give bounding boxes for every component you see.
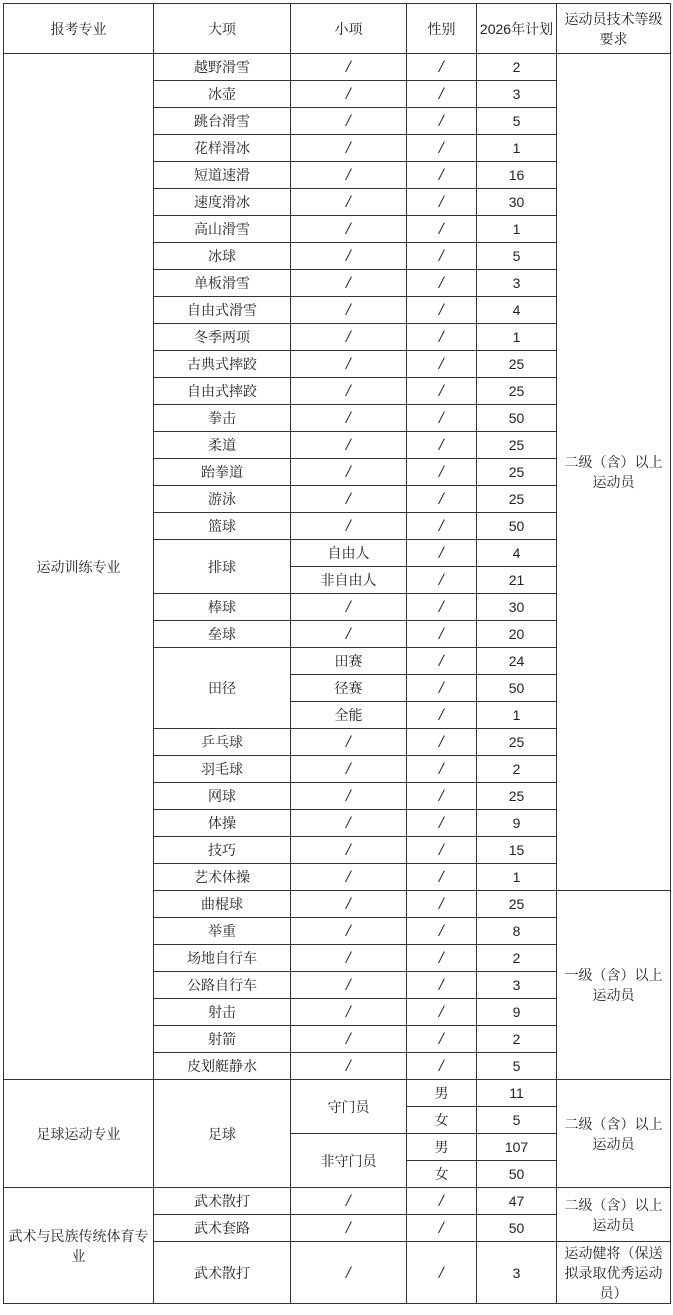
plan-cell: 50: [477, 1161, 557, 1188]
requirement-cell: 二级（含）以上运动员: [557, 1080, 671, 1188]
plan-cell: 9: [477, 810, 557, 837]
plan-cell: 24: [477, 648, 557, 675]
plan-cell: 11: [477, 1080, 557, 1107]
event-cell: 武术散打: [154, 1188, 291, 1215]
requirement-cell: 二级（含）以上运动员: [557, 1188, 671, 1242]
gender-cell: /: [407, 1053, 477, 1080]
plan-cell: 1: [477, 135, 557, 162]
gender-cell: /: [407, 162, 477, 189]
gender-cell: /: [407, 54, 477, 81]
gender-cell: /: [407, 108, 477, 135]
major-cell: 武术与民族传统体育专业: [4, 1188, 154, 1304]
header-major: 报考专业: [4, 4, 154, 54]
plan-cell: 1: [477, 216, 557, 243]
plan-cell: 3: [477, 81, 557, 108]
gender-cell: /: [407, 999, 477, 1026]
sub-event-cell: /: [291, 216, 407, 243]
gender-cell: /: [407, 1026, 477, 1053]
plan-cell: 1: [477, 864, 557, 891]
major-cell: 运动训练专业: [4, 54, 154, 1080]
plan-cell: 50: [477, 513, 557, 540]
sub-event-cell: /: [291, 837, 407, 864]
sub-event-cell: /: [291, 810, 407, 837]
sub-event-cell: /: [291, 270, 407, 297]
gender-cell: 男: [407, 1080, 477, 1107]
plan-cell: 2: [477, 54, 557, 81]
gender-cell: /: [407, 918, 477, 945]
event-cell: 游泳: [154, 486, 291, 513]
plan-cell: 25: [477, 432, 557, 459]
gender-cell: /: [407, 135, 477, 162]
sub-event-cell: 径赛: [291, 675, 407, 702]
plan-cell: 5: [477, 1107, 557, 1134]
gender-cell: /: [407, 864, 477, 891]
event-cell: 公路自行车: [154, 972, 291, 999]
sub-event-cell: /: [291, 864, 407, 891]
header-plan: 2026年计划: [477, 4, 557, 54]
event-cell: 单板滑雪: [154, 270, 291, 297]
gender-cell: /: [407, 378, 477, 405]
plan-cell: 21: [477, 567, 557, 594]
event-cell: 体操: [154, 810, 291, 837]
plan-cell: 25: [477, 378, 557, 405]
sub-event-cell: 田赛: [291, 648, 407, 675]
table-row: [4, 1188, 671, 1215]
gender-cell: /: [407, 432, 477, 459]
sub-event-cell: /: [291, 405, 407, 432]
sub-event-cell: /: [291, 756, 407, 783]
plan-cell: 2: [477, 945, 557, 972]
plan-cell: 4: [477, 297, 557, 324]
gender-cell: /: [407, 486, 477, 513]
event-cell: 越野滑雪: [154, 54, 291, 81]
plan-cell: 107: [477, 1134, 557, 1161]
sub-event-cell: /: [291, 108, 407, 135]
event-cell: 武术散打: [154, 1242, 291, 1304]
sub-event-cell: /: [291, 297, 407, 324]
sub-event-cell: /: [291, 54, 407, 81]
gender-cell: /: [407, 270, 477, 297]
sub-event-cell: /: [291, 432, 407, 459]
event-cell: 垒球: [154, 621, 291, 648]
gender-cell: /: [407, 189, 477, 216]
plan-cell: 5: [477, 243, 557, 270]
plan-cell: 25: [477, 729, 557, 756]
gender-cell: /: [407, 621, 477, 648]
event-cell: 足球: [154, 1080, 291, 1188]
plan-cell: 50: [477, 675, 557, 702]
gender-cell: /: [407, 702, 477, 729]
sub-event-cell: /: [291, 81, 407, 108]
event-cell: 田径: [154, 648, 291, 729]
gender-cell: /: [407, 567, 477, 594]
gender-cell: /: [407, 297, 477, 324]
event-cell: 跆拳道: [154, 459, 291, 486]
sub-event-cell: /: [291, 459, 407, 486]
plan-cell: 16: [477, 162, 557, 189]
sub-event-cell: /: [291, 378, 407, 405]
plan-cell: 9: [477, 999, 557, 1026]
sub-event-cell: /: [291, 945, 407, 972]
gender-cell: /: [407, 243, 477, 270]
sub-event-cell: /: [291, 1242, 407, 1304]
sub-event-cell: 非自由人: [291, 567, 407, 594]
gender-cell: 男: [407, 1134, 477, 1161]
event-cell: 羽毛球: [154, 756, 291, 783]
header-event: 大项: [154, 4, 291, 54]
event-cell: 自由式摔跤: [154, 378, 291, 405]
sub-event-cell: /: [291, 972, 407, 999]
gender-cell: /: [407, 783, 477, 810]
major-cell: 足球运动专业: [4, 1080, 154, 1188]
sub-event-cell: /: [291, 135, 407, 162]
plan-cell: 2: [477, 1026, 557, 1053]
gender-cell: /: [407, 648, 477, 675]
sub-event-cell: 守门员: [291, 1080, 407, 1134]
sub-event-cell: /: [291, 999, 407, 1026]
header-sub-event: 小项: [291, 4, 407, 54]
plan-cell: 25: [477, 459, 557, 486]
sub-event-cell: /: [291, 1026, 407, 1053]
event-cell: 柔道: [154, 432, 291, 459]
event-cell: 场地自行车: [154, 945, 291, 972]
event-cell: 网球: [154, 783, 291, 810]
plan-cell: 3: [477, 972, 557, 999]
event-cell: 乒乓球: [154, 729, 291, 756]
requirement-cell: 运动健将（保送拟录取优秀运动员）: [557, 1242, 671, 1304]
sub-event-cell: /: [291, 594, 407, 621]
gender-cell: /: [407, 810, 477, 837]
sub-event-cell: /: [291, 351, 407, 378]
header-gender: 性别: [407, 4, 477, 54]
plan-cell: 8: [477, 918, 557, 945]
event-cell: 排球: [154, 540, 291, 594]
event-cell: 高山滑雪: [154, 216, 291, 243]
plan-cell: 50: [477, 405, 557, 432]
gender-cell: 女: [407, 1161, 477, 1188]
gender-cell: /: [407, 972, 477, 999]
requirement-cell: 二级（含）以上运动员: [557, 54, 671, 891]
plan-cell: 25: [477, 351, 557, 378]
gender-cell: /: [407, 324, 477, 351]
event-cell: 武术套路: [154, 1215, 291, 1242]
event-cell: 射箭: [154, 1026, 291, 1053]
sub-event-cell: /: [291, 621, 407, 648]
gender-cell: /: [407, 1215, 477, 1242]
admission-plan-table: [3, 3, 671, 1304]
table-row: [4, 1080, 671, 1107]
plan-cell: 25: [477, 891, 557, 918]
header-requirement: 运动员技术等级要求: [557, 4, 671, 54]
plan-cell: 50: [477, 1215, 557, 1242]
sub-event-cell: /: [291, 783, 407, 810]
sub-event-cell: /: [291, 729, 407, 756]
plan-cell: 3: [477, 270, 557, 297]
plan-cell: 15: [477, 837, 557, 864]
plan-cell: 47: [477, 1188, 557, 1215]
event-cell: 射击: [154, 999, 291, 1026]
gender-cell: /: [407, 81, 477, 108]
event-cell: 冰球: [154, 243, 291, 270]
gender-cell: /: [407, 513, 477, 540]
plan-cell: 20: [477, 621, 557, 648]
gender-cell: /: [407, 1188, 477, 1215]
table-row: [4, 54, 671, 81]
requirement-cell: 一级（含）以上运动员: [557, 891, 671, 1080]
sub-event-cell: 非守门员: [291, 1134, 407, 1188]
event-cell: 技巧: [154, 837, 291, 864]
sub-event-cell: /: [291, 1188, 407, 1215]
plan-cell: 2: [477, 756, 557, 783]
event-cell: 花样滑冰: [154, 135, 291, 162]
gender-cell: /: [407, 675, 477, 702]
plan-cell: 5: [477, 108, 557, 135]
plan-cell: 1: [477, 702, 557, 729]
gender-cell: /: [407, 1242, 477, 1304]
event-cell: 冰壶: [154, 81, 291, 108]
plan-cell: 4: [477, 540, 557, 567]
sub-event-cell: /: [291, 918, 407, 945]
event-cell: 皮划艇静水: [154, 1053, 291, 1080]
gender-cell: /: [407, 459, 477, 486]
event-cell: 艺术体操: [154, 864, 291, 891]
gender-cell: /: [407, 756, 477, 783]
sub-event-cell: /: [291, 243, 407, 270]
plan-cell: 30: [477, 594, 557, 621]
event-cell: 篮球: [154, 513, 291, 540]
sub-event-cell: /: [291, 162, 407, 189]
gender-cell: 女: [407, 1107, 477, 1134]
event-cell: 速度滑冰: [154, 189, 291, 216]
event-cell: 棒球: [154, 594, 291, 621]
event-cell: 跳台滑雪: [154, 108, 291, 135]
sub-event-cell: /: [291, 324, 407, 351]
sub-event-cell: /: [291, 891, 407, 918]
plan-cell: 3: [477, 1242, 557, 1304]
event-cell: 自由式滑雪: [154, 297, 291, 324]
gender-cell: /: [407, 216, 477, 243]
plan-cell: 30: [477, 189, 557, 216]
plan-cell: 25: [477, 783, 557, 810]
sub-event-cell: 自由人: [291, 540, 407, 567]
sub-event-cell: /: [291, 1053, 407, 1080]
gender-cell: /: [407, 945, 477, 972]
sub-event-cell: /: [291, 189, 407, 216]
gender-cell: /: [407, 891, 477, 918]
sub-event-cell: 全能: [291, 702, 407, 729]
event-cell: 举重: [154, 918, 291, 945]
event-cell: 曲棍球: [154, 891, 291, 918]
sub-event-cell: /: [291, 513, 407, 540]
gender-cell: /: [407, 405, 477, 432]
plan-cell: 1: [477, 324, 557, 351]
sub-event-cell: /: [291, 1215, 407, 1242]
gender-cell: /: [407, 594, 477, 621]
plan-cell: 5: [477, 1053, 557, 1080]
gender-cell: /: [407, 351, 477, 378]
event-cell: 短道速滑: [154, 162, 291, 189]
gender-cell: /: [407, 837, 477, 864]
header-row: [4, 4, 671, 54]
event-cell: 拳击: [154, 405, 291, 432]
event-cell: 冬季两项: [154, 324, 291, 351]
gender-cell: /: [407, 540, 477, 567]
event-cell: 古典式摔跤: [154, 351, 291, 378]
plan-cell: 25: [477, 486, 557, 513]
sub-event-cell: /: [291, 486, 407, 513]
gender-cell: /: [407, 729, 477, 756]
